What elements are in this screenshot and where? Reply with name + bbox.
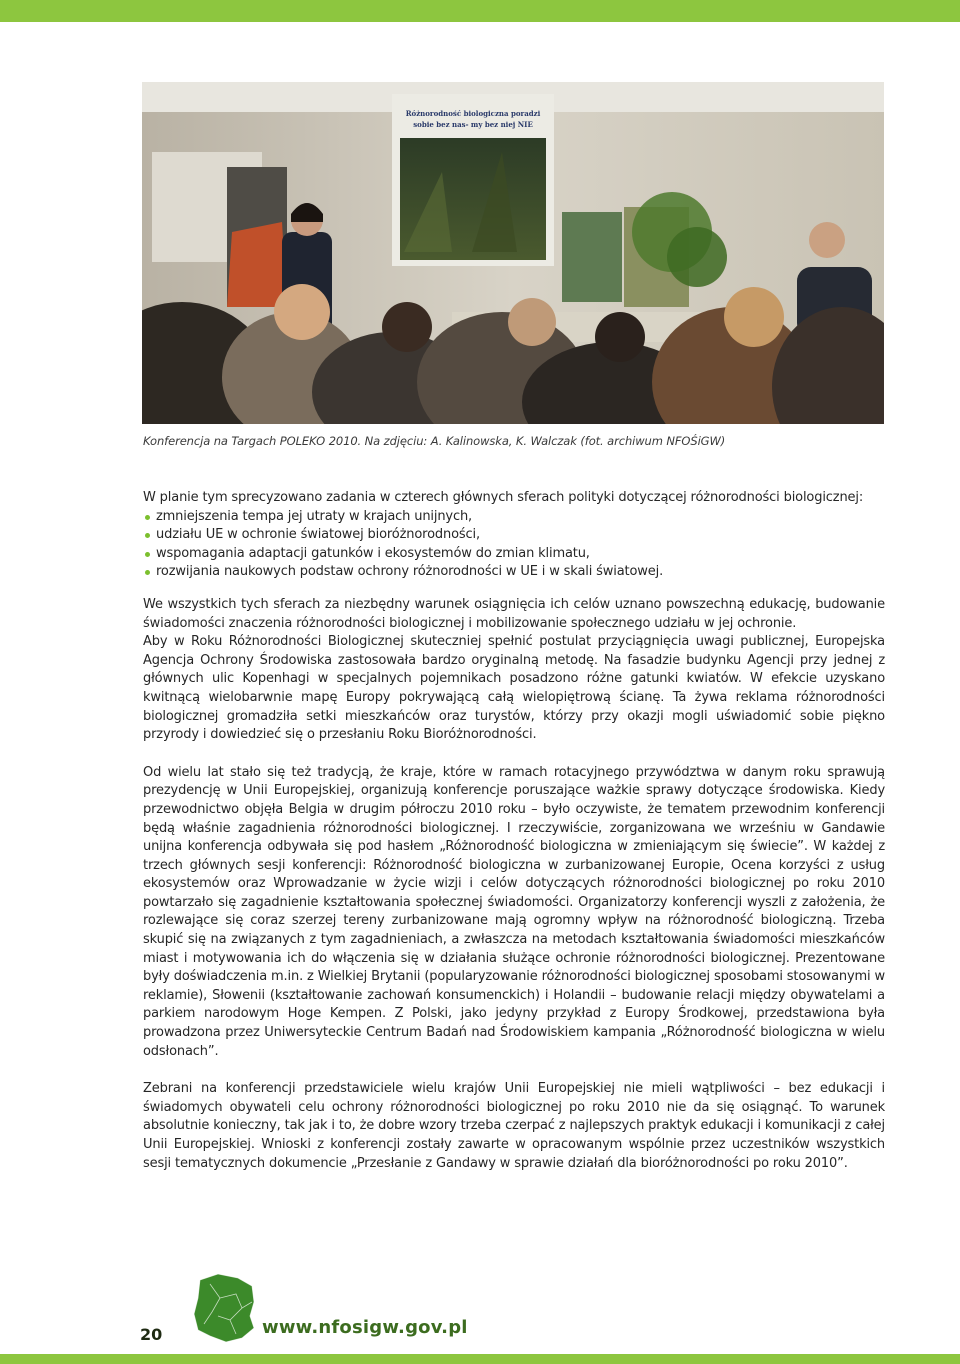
intro-sentence: W planie tym sprecyzowano zadania w czterech głównych sferach polityki dotyczącej różnorodności biologicznej: [143,490,864,505]
list-item: zmniejszenia tempa jej utraty w krajach unijnych, [143,508,885,527]
page-number: 20 [140,1325,163,1344]
website-url: www.nfosigw.gov.pl [262,1317,468,1338]
paragraph-flower-map: Aby w Roku Różnorodności Biologicznej skuteczniej spełnić postulat przyciągnięcia uwagi publicznej, Europejska Agencja Ochrony Środowiska zastosowała bardzo oryginalną metodę. Na fasadzie budynku Agencji przy jednej z głównych ulic Kopenhagi w specjalnych pojemnikach posadzono różne gatunki kwiatów. W efekcie uzyskano kwitnącą wielobarwnie mapę Europy pokrywającą całą wielopiętrową ścianę. Ta żywa reklama różnorodności biologicznej gromadziła setki mieszkańców oraz turystów, którzy przy okazji mogli uświadomić sobie piękno przyrody i dowiedzieć się o przesłaniu Roku Bioróżnorodności. [143,634,885,743]
bottom-green-band [0,1354,960,1364]
photo-caption: Konferencja na Targach POLEKO 2010. Na zdjęciu: A. Kalinowska, K. Walczak (fot. archiwum NFOŚiGW) [143,434,726,448]
paragraph-ghent-conference: Od wielu lat stało się też tradycją, że kraje, które w ramach rotacyjnego przywództwa w danym roku sprawują prezydencję w Unii Europejskiej, organizują konferencje poruszające ważkie sprawy dotyczące środowiska. Kiedy przewodnictwo objęła Belgia w drugim półroczu 2010 roku – było oczywiste, że tematem przewodnim konferencji będą właśnie zagadnienia różnorodności biologicznej. I rzeczywiście, zorganizowana we wrześniu w Gandawie unijna konferencja odbywała się pod hasłem „Różnorodność biologiczna w zmieniającym się świecie”. W każdej z trzech głównych sesji konferencji: Różnorodność biologiczna w zurbanizowanej Europie, Ocena korzyści z usług ekosystemów oraz Wprowadzanie w życie wizji i celów dotyczących różnorodności biologicznej po roku 2010 powtarzało się zagadnienie kształtowania społecznej świadomości. Organizatorzy konferencji wyszli z założenia, że rozlewające się coraz szerzej tereny zurbanizowane mają ogromny wpływ na różnorodność biologiczną. Trzeba skupić się na związanych z tym zagadnieniach, a zwłaszcza na metodach kształtowania świadomości mieszkańców miast i motywowania ich do włączenia się w działania służące ochronie różnorodności biologicznej. Prezentowane były doświadczenia m.in. z Wielkiej Brytanii (popularyzowanie różnorodności biologicznej sposobami stosowanymi w reklamie), Słowenii (kształtowanie zachowań konsumenckich) i Holandii – budowanie relacji między obywatelami a parkiem narodowym Hoge Kempen. Z Polski, jako jedyny przykład z Europy Środkowej, przedstawiona była prowadzona przez Uniwersyteckie Centrum Badań nad Środowiskiem kampania „Różnorodność biologiczna w wielu odsłonach”. [143,764,885,1059]
poland-map-logo [190,1272,258,1344]
slide-title-line1: Różnorodność biologiczna poradzi [405,109,541,118]
article-body [143,489,885,1173]
slide-title-line2: sobie bez nas- my bez niej NIE [413,120,533,129]
conference-photo [142,82,884,424]
list-item: wspomagania adaptacji gatunków i ekosystemów do zmian klimatu, [143,545,885,564]
objective-list [143,508,885,582]
list-item: udziału UE w ochronie światowej bioróżnorodności, [143,526,885,545]
paragraph-conclusions: Zebrani na konferencji przedstawiciele wielu krajów Unii Europejskiej nie mieli wątpliwości – bez edukacji i świadomych obywateli celu ochrony różnorodności biologicznej po roku 2010 nie da się osiągnąć. To warunek absolutnie konieczny, tak jak i to, że dobre wzory trzeba czerpać z najlepszych praktyk edukacji i komunikacji z całej Unii Europejskiej. Wnioski z konferencji zostały zawarte w opracowanym wspólnie przez uczestników wszystkich sesji tematycznych dokumencie „Przesłanie z Gandawy w sprawie działań dla bioróżnorodności po roku 2010”. [143,1081,885,1171]
paragraph-education: We wszystkich tych sferach za niezbędny warunek osiągnięcia ich celów uznano powszechną edukację, budowanie świadomości znaczenia różnorodności biologicznej i mobilizowanie społecznego udziału w jej ochronie. [143,596,885,631]
list-item: rozwijania naukowych podstaw ochrony różnorodności w UE i w skali światowej. [143,563,885,582]
top-green-band [0,0,960,22]
